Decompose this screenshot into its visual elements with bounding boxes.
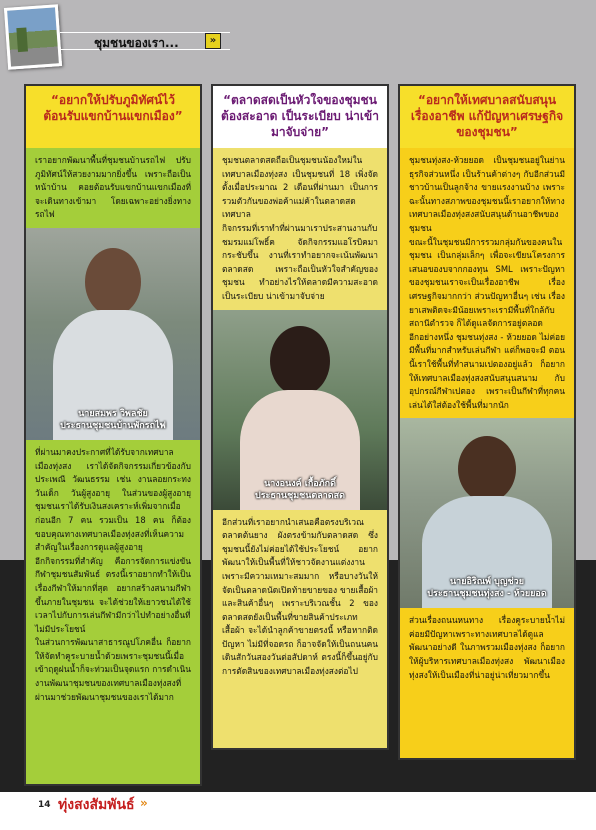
caption-3 [400, 576, 574, 600]
portrait-photo-2 [213, 310, 387, 510]
page-number: 14 [38, 800, 51, 810]
column-1 [24, 84, 202, 786]
section-title: ชุมชนของเรา... [94, 36, 179, 50]
portrait-photo-3 [400, 418, 574, 608]
caption-3-name: นายอิริณพ์ บุญช่วย [450, 577, 524, 588]
caption-2-role: ประธานชุมชนตลาดสด [255, 490, 345, 501]
column-2-paragraph-2: กิจกรรมที่เราทำที่ผ่านมาเราประสานงานกับชมรมแม่โพธิ์ค จัดกิจกรรมแอโรบิคมากระชับขึ้น งานที่เราทำอยากจะเน้นพัฒนาตลาดสด เพราะถือเป็นหัวใจสำคัญของชุมชน ทำอย่างไรให้ตลาดมีความสะอาด เป็นระเบียบ น่าเข้ามาจับจ่าย [222, 222, 378, 301]
double-chevron-icon: » [205, 33, 221, 49]
caption-2 [213, 478, 387, 502]
caption-3-role: ประธานชุมชนทุ่งสง - ห้วยยอด [427, 589, 547, 600]
caption-1-name: นายสมพร วิพลชัย [78, 408, 148, 419]
double-chevron-icon-footer: » [140, 796, 148, 810]
column-1-paragraph-1: เราอยากพัฒนาพื้นที่ชุมชนบ้านรถไฟ ปรับภูมิทัศน์ให้สวยงามมากยิ่งขึ้น เพราะถือเป็นหน้าบ้าน คอยต้อนรับแขกบ้านแขกเมืองที่จะเดินทางเข้ามา โดยเฉพาะอย่างยิ่งทางรถไฟ [35, 155, 191, 220]
column-3-paragraph-3: อีกอย่างหนึ่ง ชุมชนทุ่งสง - ห้วยยอด ไม่ค่อยมีพื้นที่มากสำหรับเล่นกีฬา แต่ก็พอจะมี ตอนนี้เราใช้พื้นที่ทำสนามเปตองอยู่แล้ว ก็อยากให้เทศบาลเมืองทุ่งสงสนับสนุนสนาม กับอุปกรณ์กีฬาเปตอง เพราะเป็นกีฬาที่ทุกคนเล่นได้ใส่ต้องใช้พื้นที่มากนัก [409, 331, 565, 410]
caption-1 [26, 408, 200, 432]
column-3-paragraph-1: ชุมชนทุ่งสง-ห้วยยอด เป็นชุมชนอยู่ในย่านธุรกิจส่วนหนึ่ง เป็นร้านค้าต่างๆ กับอีกส่วนมีชาวบ้านเป็นลูกจ้าง ขายแรงงานบ้าง เพราะฉะนั้นทางสภาพของชุมชนนี้เราอยากให้ทางเทศบาลเมืองทุ่งสงสนับสนุนด้านอาชีพของชุมชน [409, 155, 565, 233]
caption-2-name: นางอนงค์ เกื้อภักดิ์ [264, 478, 336, 489]
column-1-heading: “อยากให้ปรับภูมิทัศน์ไว้ต้อนรับแขกบ้านแขกเมือง” [26, 86, 200, 148]
column-2-heading: “ตลาดสดเป็นหัวใจของชุมชน ต้องสะอาด เป็นระเบียบ น่าเข้ามาจับจ่าย” [213, 86, 387, 148]
column-3-paragraph-2: ขณะนี้ในชุมชนมีการรวมกลุ่มกันของคนในชุมชน เป็นกลุ่มเล็กๆ เพื่อจะเขียนโครงการ เสนอของบจากกองทุน SML เพราะปัญหาของชุมชนเราจะเป็นเรื่องอาชีพ เรื่องเศรษฐกิจมากกว่า ส่วนปัญหาอื่นๆ เช่น เรื่องยาเสพติดจะมีน้อยเพราะเรามีพื้นที่ใกล้กับสถานีตำรวจ ก็ได้ดูแลจัดการอยู่ตลอด [409, 236, 565, 329]
column-2 [211, 84, 389, 750]
street-photo-thumbnail [4, 4, 62, 70]
column-2-paragraph-3: อีกส่วนที่เราอยากนำเสนอคือตรงบริเวณตลาดต้นยาง ผังตรงข้ามกับตลาดสด ซึ่งชุมชนนี้ยังไม่ค่อยได้ใช้ประโยชน์ อยากพัฒนาให้เป็นพื้นที่ให้ชาวจัดงานแต่งงาน เพราะมีความเหมาะสมมาก หรือบางวันให้จัดเป็นตลาดนัดเปิดท้ายขายของ ขายเสื้อผ้า และสินค้าอื่นๆ เพราะบริเวณชั้น 2 ของตลาดสดยังเป็นพื้นที่ขายสินค้าประเภทเสื้อผ้า จะได้นำลูกค้าขายตรงนี้ หรือหากติดปัญหา ไม่มีที่จอดรถ ก็อาจจัดให้เป็นถนนคนเดินสักวันสองวันต่อสัปดาห์ ตรงนี้ก็ขึ้นอยู่กับการตัดสินของเทศบาลเมืองทุ่งสงต่อไป [222, 516, 378, 677]
caption-1-role: ประธานชุมชนบ้านพักรถไฟ [60, 420, 166, 431]
column-1-paragraph-2: ที่ผ่านมาคงประกาศที่ได้รับจากเทศบาลเมืองทุ่งสง เราได้จัดกิจกรรมเกี่ยวข้องกับประเพณี วัฒนธรรม เช่น งานลอยกระทง วันเด็ก วันผู้สูงอายุ ในส่วนของผู้สูงอายุชุมชนเราได้รับเงินสงเคราะห์เพิ่มจากเมื่อก่อนอีก 7 คน รวมเป็น 18 คน ก็ต้องขอบคุณทางเทศบาลเมืองทุ่งสงที่เห็นความสำคัญในเรื่องการดูแลผู้สูงอายุ [35, 446, 191, 553]
column-3-paragraph-4: ส่วนเรื่องถนนหนทาง เรื่องคูระบายน้ำไม่ค่อยมีปัญหาเพราะทางเทศบาลได้ดูแล พัฒนาอย่างดี ในภาพรวมเมืองทุ่งสง ก็อยากให้ผู้บริหารเทศบาลเมืองทุ่งสง พัฒนาเมืองทุ่งสงให้เป็นเมืองที่น่าอยู่น่าเที่ยวมากขึ้น [409, 615, 565, 680]
magazine-brand: ทุ่งสงสัมพันธ์ [58, 797, 135, 813]
column-3 [398, 84, 576, 760]
column-2-paragraph-1: ชุมชนตลาดสดถือเป็นชุมชนน้องใหม่ในเทศบาลเมืองทุ่งสง เป็นชุมชนที่ 18 เพิ่งจัดตั้งเมื่อประมาณ 2 เดือนที่ผ่านมา เป็นการรวมตัวกันของพ่อค้าแม่ค้าในตลาดสดเทศบาล [222, 155, 378, 220]
portrait-photo-1 [26, 228, 200, 440]
column-1-paragraph-4: ในส่วนการพัฒนาสาธารณูปโภคอื่น ก็อยากให้จัดทำคูระบายน้ำด้วยเพราะชุมชนนี้เมื่อเข้าฤดูฝนน้ำก็จะท่วมเป็นจุดแรก การดำเนินงานพัฒนาชุมชนของเทศบาลเมืองทุ่งสงที่ผ่านมาช่วยพัฒนาชุมชนของเราได้มาก [35, 637, 191, 702]
column-1-paragraph-3: อีกกิจกรรมที่สำคัญ คือการจัดการแข่งขันกีฬาชุมชนสัมพันธ์ ตรงนี้เราอยากทำให้เป็นเรื่องกีฬาให้มากที่สุด อยากสร้างสนามกีฬาขึ้นภายในชุมชน จะได้ช่วยให้เยาวชนได้ใช้เวลาไปกับการเล่นกีฬามีกว่าไปทำอย่างอื่นที่ไม่มีประโยชน์ [35, 555, 191, 634]
column-3-heading: “อยากให้เทศบาลสนับสนุนเรื่องอาชีพ แก้ปัญหาเศรษฐกิจของชุมชน” [400, 86, 574, 148]
